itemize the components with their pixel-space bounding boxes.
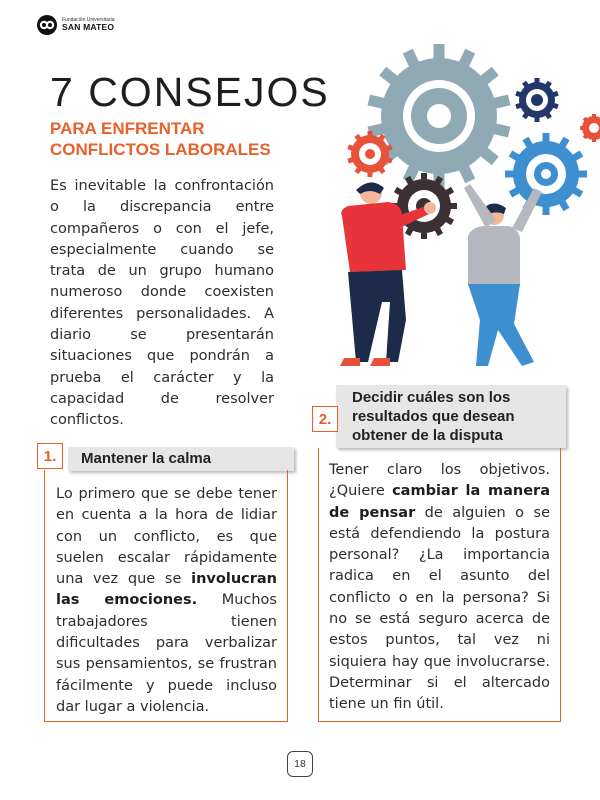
logo-line1: Fundación Universitaria — [62, 17, 115, 24]
intro-paragraph: Es inevitable la confrontación o la discrepancia entre compañeros o con el jefe, especialmente cuando se trata de un grupo humano numeroso donde coexisten diferentes personalidades. A diario se presentarán situaciones que pondrán a prueba el carácter y la capacidad de resolver conflictos. — [50, 178, 274, 429]
page-title: 7 CONSEJOS — [50, 69, 330, 115]
tip-1-body: Lo primero que se debe tener en cuenta a la hora de lidiar con un conflicto, es que suelen escalar rápidamente una vez que se involucran las emociones. Muchos trabajadores tienen dificultades para verbalizar sus pensamientos, se frustran fácilmente y puede incluso dar lugar a violencia. — [44, 470, 288, 722]
navy-gear-icon — [515, 78, 558, 122]
page-number: 18 — [287, 751, 313, 777]
tip-1-heading: Mantener la calma — [68, 447, 294, 471]
blue-gear-icon — [505, 133, 587, 215]
tip-2-body: Tener claro los objetivos. ¿Quiere cambiar la manera de pensar de alguien o se está defendiendo la postura personal? ¿La importancia radica en el asunto del conflicto o en la persona? Si no se está seguro acerca de estos puntos, tal vez ni siquiera hay que involucrarse. Determinar si el altercado tiene un fin útil. — [318, 448, 561, 722]
man-gray-shirt-figure — [464, 184, 542, 366]
man-red-shirt-figure — [340, 182, 436, 366]
small-red-gear-icon — [580, 114, 600, 142]
university-logo — [36, 14, 115, 36]
people-with-gears-illustration — [290, 40, 600, 375]
logo-mark-icon — [36, 14, 58, 36]
large-gear-icon — [368, 44, 511, 188]
tip-2-number: 2. — [312, 406, 338, 432]
page-subtitle: PARA ENFRENTAR CONFLICTOS LABORALES — [50, 119, 271, 159]
tip-1-number: 1. — [37, 443, 63, 469]
logo-line2: SAN MATEO — [62, 22, 115, 33]
tip-2-heading: Decidir cuáles son los resultados que desean obtener de la disputa — [336, 385, 566, 448]
